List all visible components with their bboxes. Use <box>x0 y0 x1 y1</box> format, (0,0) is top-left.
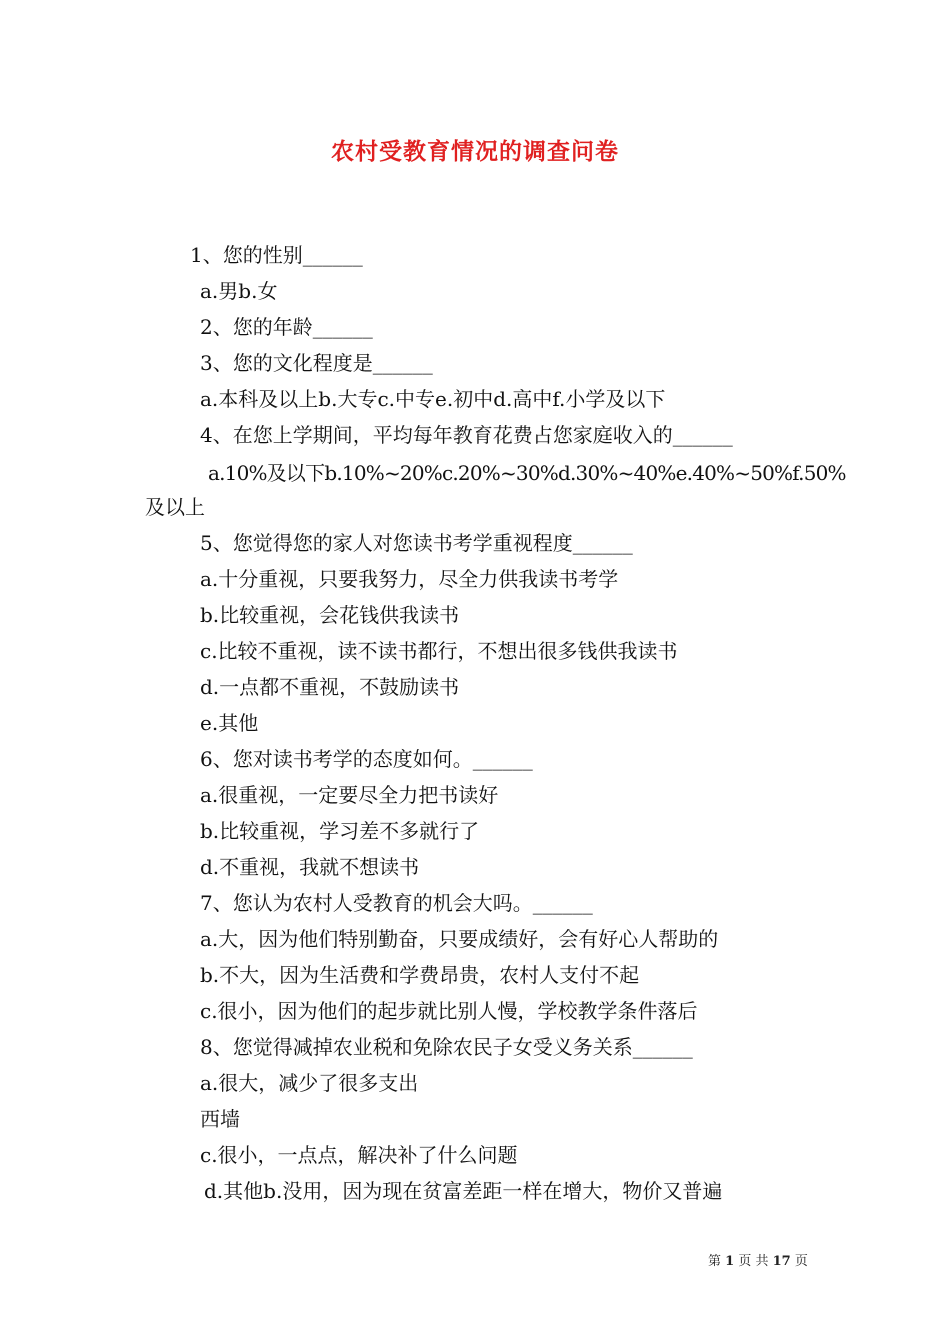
question-8-option-d: d.其他b.没用，因为现在贫富差距一样在增大，物价又普遍 <box>204 1179 723 1203</box>
question-3-options: a.本科及以上b.大专c.中专e.初中d.高中f.小学及以下 <box>200 387 666 411</box>
question-8-option-c: c.很小，一点点，解决补了什么问题 <box>200 1143 518 1167</box>
question-6-option-b: b.比较重视，学习差不多就行了 <box>200 819 480 843</box>
question-6: 6、您对读书考学的态度如何。______ <box>200 747 533 771</box>
question-6-option-a: a.很重视，一定要尽全力把书读好 <box>200 783 499 807</box>
question-7: 7、您认为农村人受教育的机会大吗。______ <box>200 891 593 915</box>
question-8-option-a: a.很大，减少了很多支出 <box>200 1071 419 1095</box>
question-8: 8、您觉得减掉农业税和免除农民子女受义务关系______ <box>200 1035 693 1059</box>
stray-text: 西墙 <box>200 1107 240 1131</box>
footer-middle: 页 共 <box>738 1254 769 1269</box>
question-7-option-a: a.大，因为他们特别勤奋，只要成绩好，会有好心人帮助的 <box>200 927 719 951</box>
footer-prefix: 第 <box>708 1254 722 1269</box>
question-1: 1、您的性别______ <box>190 243 363 267</box>
question-7-option-c: c.很小，因为他们的起步就比别人慢，学校教学条件落后 <box>200 999 698 1023</box>
question-6-option-d: d.不重视，我就不想读书 <box>200 855 420 879</box>
question-1-options: a.男b.女 <box>200 279 278 303</box>
page-footer <box>708 1250 808 1269</box>
question-4-options-continued: 及以上 <box>145 495 205 519</box>
question-5-option-a: a.十分重视，只要我努力，尽全力供我读书考学 <box>200 567 619 591</box>
question-3: 3、您的文化程度是______ <box>200 351 433 375</box>
footer-suffix: 页 <box>794 1254 808 1269</box>
question-7-option-b: b.不大，因为生活费和学费昂贵，农村人支付不起 <box>200 963 640 987</box>
question-4-options: a.10%及以下b.10%~20%c.20%~30%d.30%~40%e.40%~50%f.50% <box>208 461 846 485</box>
footer-total-pages: 17 <box>772 1254 791 1269</box>
question-5-option-c: c.比较不重视，读不读书都行，不想出很多钱供我读书 <box>200 639 678 663</box>
document-title: 农村受教育情况的调查问卷 <box>331 138 619 165</box>
footer-page-number: 1 <box>725 1254 735 1269</box>
question-5-option-e: e.其他 <box>200 711 259 735</box>
question-5-option-d: d.一点都不重视，不鼓励读书 <box>200 675 460 699</box>
question-5-option-b: b.比较重视，会花钱供我读书 <box>200 603 460 627</box>
question-5: 5、您觉得您的家人对您读书考学重视程度______ <box>200 531 633 555</box>
question-4: 4、在您上学期间，平均每年教育花费占您家庭收入的______ <box>200 423 733 447</box>
question-2: 2、您的年龄______ <box>200 315 373 339</box>
